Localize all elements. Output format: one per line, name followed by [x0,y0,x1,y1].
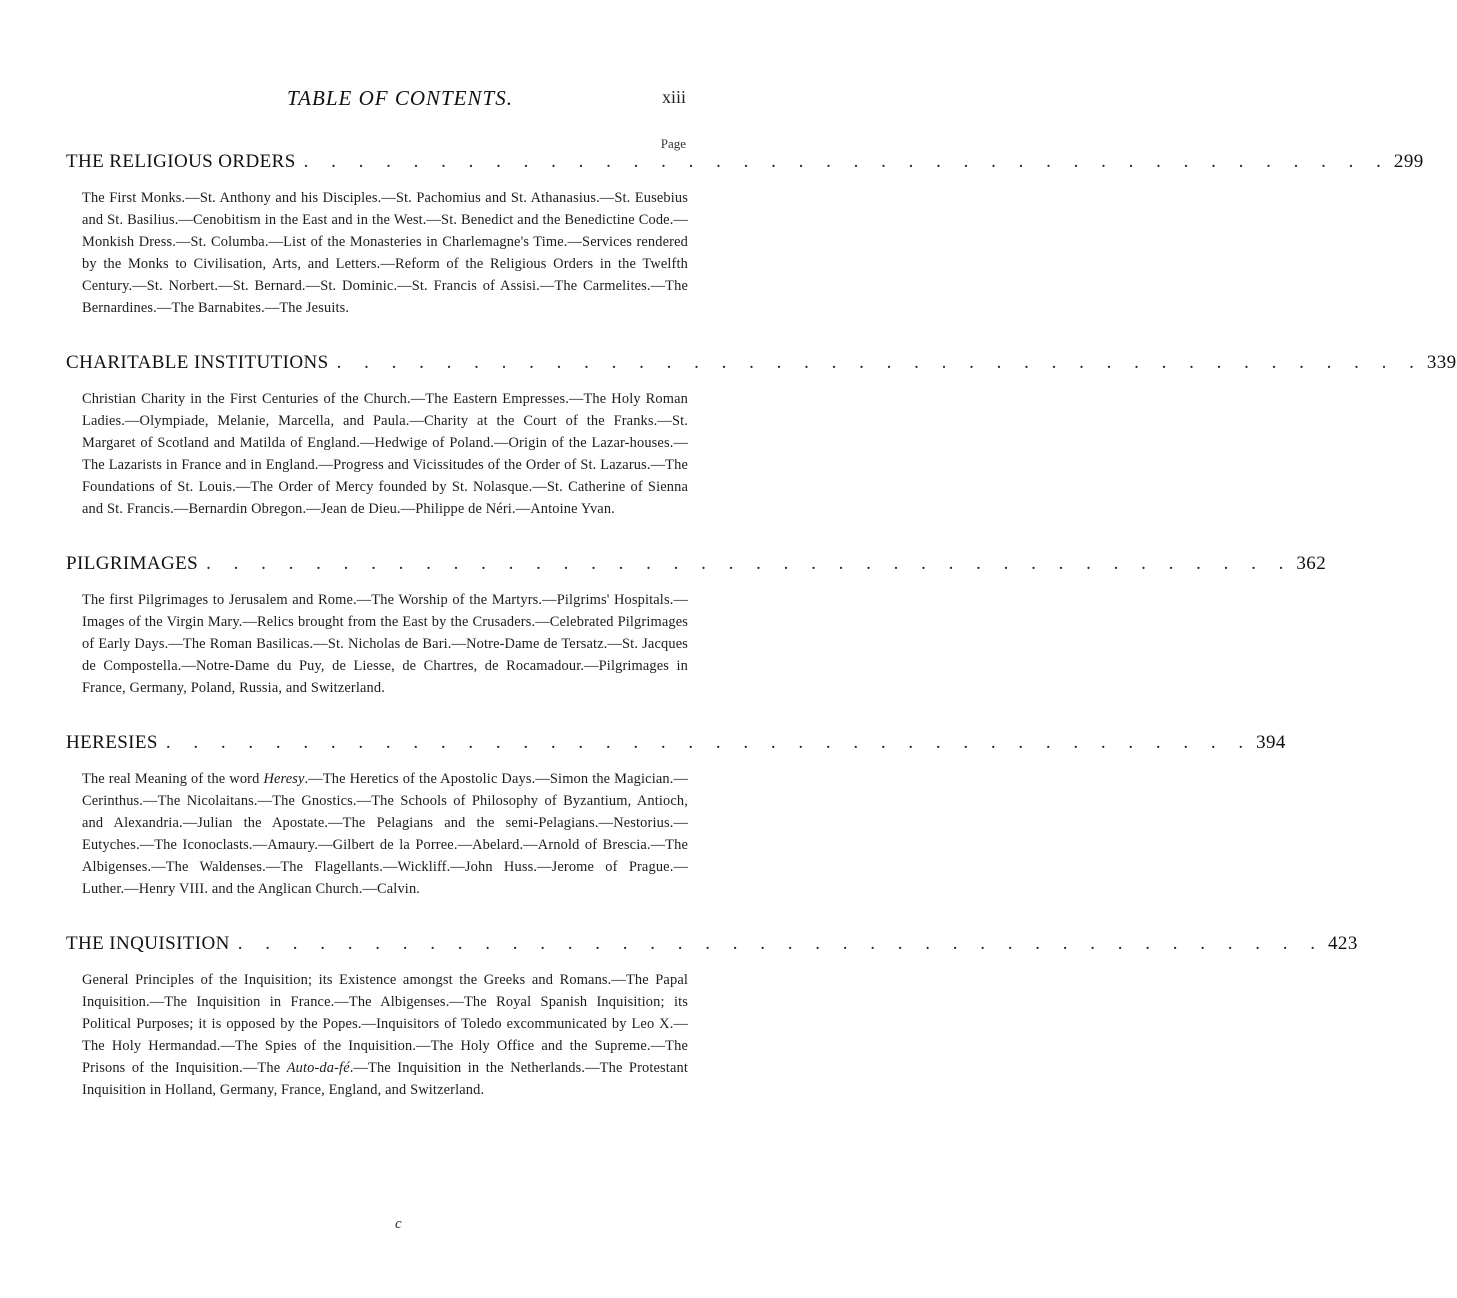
toc-entry-title: THE INQUISITION [66,933,230,954]
dot-leader: . . . . . . . . . . . . . . . . . . . . . . . . . . . . . . . . . . . . . . . . [303,151,1390,172]
toc-entry-title: PILGRIMAGES [66,553,199,574]
toc-entries [66,150,1457,1133]
toc-entry-description [82,768,688,900]
italic-term: Auto-da-fé [286,1060,350,1076]
toc-entry-description: The First Monks.—St. Anthony and his Disciples.—St. Pachomius and St. Athanasius.—St. Eusebius and St. Basilius.—Cenobitism in the East and in the West.—St. Benedict and the Benedictine Code.—Monkish Dress.—St. Columba.—List of the Monasteries in Charlemagne's Time.—Services rendered by the Monks to Civilisation, Arts, and Letters.—Reform of the Religious Orders in the Twelfth Century.—St. Norbert.—St. Bernard.—St. Dominic.—St. Francis of Assisi.—The Carmelites.—The Bernardines.—The Barnabites.—The Jesuits. [82,190,688,316]
toc-entry-heading[interactable] [66,150,1424,174]
toc-entry-title: HERESIES [66,732,158,753]
toc-entry-description: The first Pilgrimages to Jerusalem and Rome.—The Worship of the Martyrs.—Pilgrims' Hospitals.—Images of the Virgin Mary.—Relics brought from the East by the Crusaders.—Celebrated Pilgrimages of Early Days.—The Roman Basilicas.—St. Nicholas de Bari.—Notre-Dame de Tersatz.—St. Jacques de Compostella.—Notre-Dame du Puy, de Liesse, de Chartres, de Rocamadour.—Pilgrimages in France, Germany, Poland, Russia, and Switzerland. [82,592,688,696]
toc-entry-religious-orders [66,150,1424,319]
toc-entry-title: THE RELIGIOUS ORDERS [66,151,296,172]
toc-entry-inquisition [66,932,1358,1101]
toc-entry-pilgrimages [66,552,1327,699]
dot-leader: . . . . . . . . . . . . . . . . . . . . . . . . . . . . . . . . . . . . . . . . [206,553,1293,574]
toc-entry-page: 362 [1296,553,1327,574]
toc-entry-description: Christian Charity in the First Centuries of the Church.—The Eastern Empresses.—The Holy Roman Ladies.—Olympiade, Melanie, Marcella, and Paula.—Charity at the Court of the Franks.—St. Margaret of Scotland and Matilda of England.—Hedwige of Poland.—Origin of the Lazar-houses.—The Lazarists in France and in England.—Progress and Vicissitudes of the Order of St. Lazarus.—The Foundations of St. Louis.—The Order of Mercy founded by St. Nolasque.—St. Catherine of Sienna and St. Francis.—Bernardin Obregon.—Jean de Dieu.—Philippe de Néri.—Antoine Yvan. [82,391,688,517]
description-text: .—The Heretics of the Apostolic Days.—Simon the Magician.—Cerinthus.—The Nicolaitans.—The Gnostics.—The Schools of Philosophy of Byzantium, Antioch, and Alexandria.—Julian the Apostate.—The Pelagians and the semi-Pelagians.—Nestorius.—Eutyches.—The Iconoclasts.—Amaury.—Gilbert de la Porree.—Abelard.—Arnold of Brescia.—The Albigenses.—The Waldenses.—The Flagellants.—Wickliff.—John Huss.—Jerome of Prague.—Luther.—Henry VIII. and the Anglican Church.—Calvin. [82,771,689,897]
toc-entry-title: CHARITABLE INSTITUTIONS [66,352,329,373]
toc-entry-heading[interactable] [66,731,1286,755]
description-text: The real Meaning of the word [82,771,264,787]
toc-entry-description [82,969,688,1101]
italic-term: Heresy [263,771,305,787]
dot-leader: . . . . . . . . . . . . . . . . . . . . . . . . . . . . . . . . . . . . . . . . [336,352,1423,373]
toc-entry-page: 394 [1256,732,1286,753]
toc-entry-charitable-institutions [66,351,1457,520]
toc-entry-heading[interactable] [66,932,1358,956]
toc-entry-page: 423 [1328,933,1358,954]
running-header [0,86,800,116]
toc-entry-heading[interactable] [66,552,1327,576]
description-text: .—The Inquisition in the Netherlands.—The Protestant Inquisition in Holland, Germany, France, England, and Switzerland. [82,1060,688,1098]
toc-entry-page: 339 [1426,352,1457,373]
toc-entry-page: 299 [1393,151,1424,172]
description-text: General Principles of the Inquisition; its Existence amongst the Greeks and Romans.—The Papal Inquisition.—The Inquisition in France.—The Albigenses.—The Royal Spanish Inquisition; its Political Purposes; it is opposed by the Popes.—Inquisitors of Toledo excommunicated by Leo X.—The Holy Hermandad.—The Spies of the Inquisition.—The Holy Office and the Supreme.—The Prisons of the Inquisition.—The [82,972,688,1076]
toc-entry-heresies [66,731,1286,900]
page-column-label: Page [660,136,686,151]
signature-mark: c [395,1216,402,1232]
dot-leader: . . . . . . . . . . . . . . . . . . . . . . . . . . . . . . . . . . . . . . . . [237,933,1325,954]
page-folio: xiii [661,87,686,107]
toc-entry-heading[interactable] [66,351,1457,375]
dot-leader: . . . . . . . . . . . . . . . . . . . . . . . . . . . . . . . . . . . . . . . . [165,732,1253,753]
running-title: TABLE OF CONTENTS. [287,86,513,110]
